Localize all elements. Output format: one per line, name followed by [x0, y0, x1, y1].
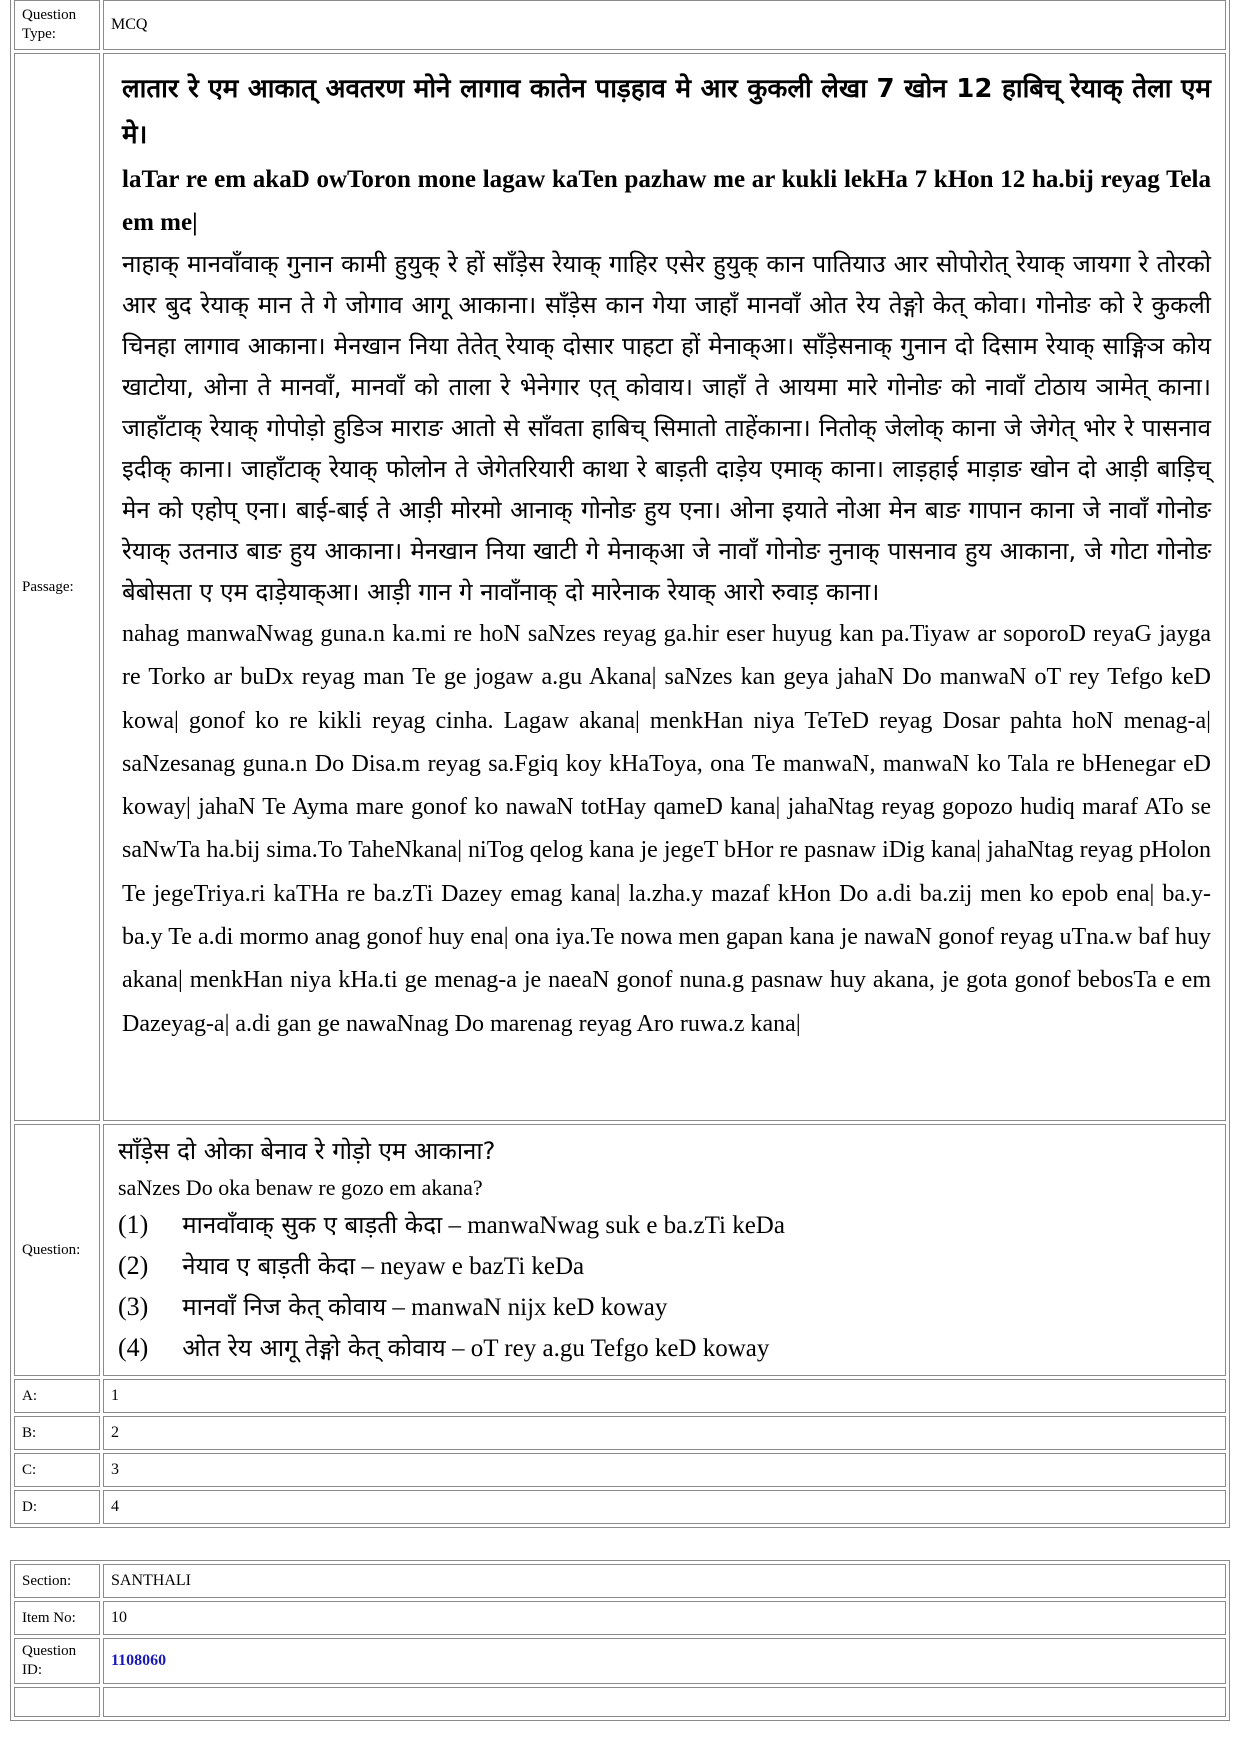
option-dash: –	[448, 1212, 461, 1239]
question-table	[10, 0, 1230, 1528]
passage-label: Passage:	[14, 53, 100, 1121]
question-cell	[103, 1124, 1226, 1376]
passage-cell	[103, 53, 1226, 1121]
option-roman: neyaw e bazTi keDa	[380, 1253, 585, 1280]
passage-title-devanagari: लातार रे एम आकात् अवतरण मोने लागाव कातेन पाड़हाव मे आर कुकली लेखा 7 खोन 12 हाबिच् रेयाक् तेला एम मे।	[122, 74, 1211, 150]
question-text-devanagari: साँड़ेस दो ओका बेनाव रे गोड़ो एम आकाना?	[118, 1137, 496, 1165]
option-number: (1)	[118, 1210, 149, 1239]
option-dash: –	[361, 1253, 375, 1280]
passage-body-devanagari: नाहाक् मानवाँवाक् गुनान कामी हुयुक् रे हों साँड़ेस रेयाक् गाहिर एसेर हुयुक् कान पातियाउ आर सोपोरोत् रेयाक् जायगा रे तोरको आर बुद रेयाक् मान ते गे जोगाव आगू आकाना। साँड़ेस कान गेया जाहाँ मानवाँ ओत रेय तेङ्गो केत् कोवा। गोनोङ को रे कुकली चिनहा लागाव आकाना। मेनखान निया तेतेत् रेयाक् दोसार पाहटा हों मेनाक्आ। साँड़ेसनाक् गुनान दो दिसाम रेयाक् साङ्गिञ कोय खाटोया, ओना ते मानवाँ, मानवाँ को ताला रे भेनेगार एत् कोवाय। जाहाँ ते आयमा मारे गोनोङ को नावाँ टोठाय ञामेत् काना। जाहाँटाक् रेयाक् गोपोड़ो हुडिञ माराङ आतो से साँवता हाबिच् सिमातो ताहेंकाना। नितोक् जेलोक् काना जे जेगेत् भोर रे पासनाव इदीक् काना। जाहाँटाक् रेयाक् फोलोन ते जेगेतरियारी काथा रे बाड़ती दाड़ेय एमाक् काना। लाड़हाई माड़ाङ खोन दो आड़ी बाड़िच् मेन को एहोप् एना। बाई-बाई ते आड़ी मोरमो आनाक् गोनोङ हुय एना। ओना इयाते नोआ मेन बाङ गापान काना जे नावाँ गोनोङ रेयाक् उतनाउ बाङ हुय आकाना। मेनखान निया खाटी गे मेनाक्आ जे नावाँ गोनोङ नुनाक् पासनाव हुय आकाना, जे गोटा गोनोङ बेबोसता ए एम दाड़ेयाक्आ। आड़ी गान गे नावाँनाक् दो मारेनाक रेयाक् आरो रुवाड़ काना।	[122, 250, 1211, 606]
option-devanagari: नेयाव ए बाड़ती केदा	[182, 1252, 356, 1280]
option-dash: –	[392, 1294, 405, 1321]
answer-b-value: 2	[103, 1416, 1226, 1450]
question-type-label: Question Type:	[14, 0, 100, 50]
empty-value-cell	[103, 1687, 1226, 1717]
option-item	[118, 1328, 1211, 1369]
answer-c-label: C:	[14, 1453, 100, 1487]
answer-d-label: D:	[14, 1490, 100, 1524]
item-number-value: 10	[103, 1601, 1226, 1635]
passage-title-roman: laTar re em akaD owToron mone lagaw kaTen pazhaw me ar kukli lekHa 7 kHon 12 ha.bij reyag Tela em me|	[122, 166, 1211, 236]
question-type-value: MCQ	[103, 0, 1226, 50]
option-item	[118, 1246, 1211, 1287]
option-devanagari: मानवाँ निज केत् कोवाय	[182, 1293, 387, 1321]
option-number: (2)	[118, 1251, 149, 1280]
option-devanagari: ओत रेय आगू तेङ्गो केत् कोवाय	[182, 1334, 446, 1362]
question-label: Question:	[14, 1124, 100, 1376]
item-number-label: Item No:	[14, 1601, 100, 1635]
option-number: (4)	[118, 1333, 149, 1362]
option-roman: manwaN nijx keD koway	[411, 1294, 668, 1321]
question-id-value: 1108060	[103, 1638, 1226, 1684]
option-roman: manwaNwag suk e ba.zTi keDa	[467, 1212, 785, 1239]
option-item	[118, 1287, 1211, 1328]
next-item-table	[10, 1560, 1230, 1721]
option-roman: oT rey a.gu Tefgo keD koway	[470, 1335, 770, 1362]
passage-body-roman: nahag manwaNwag guna.n ka.mi re hoN saNzes reyag ga.hir eser huyug kan pa.Tiyaw ar soporoD reyaG jayga re Torko ar buDx reyag man Te ge jogaw a.gu Akana| saNzes kan geya jahaN Do manwaN oT rey Tefgo keD kowa| gonof ko re kikli reyag cinha. Lagaw akana| menkHan niya TeTeD reyag Dosar pahta hoN menag-a| saNzesanag guna.n Do Disa.m reyag sa.Fgiq koy kHaToya, ona Te manwaN, manwaN ko Tala re bHenegar eD koway| jahaN Te Ayma mare gonof ko nawaN totHay qameD kana| jahaNtag reyag gopozo hudiq maraf ATo se saNwTa ha.bij sima.To TaheNkana| niTog qelog kana je jegeT bHor re pasnaw iDig kana| jahaNtag reyag pHolon Te jegeTriya.ri kaTHa re ba.zTi Dazey emag kana| la.zha.y mazaf kHon Do a.di ba.zij men ko epob ena| ba.y-ba.y Te a.di mormo anag gonof huy ena| ona iya.Te nowa men gapan kana je nawaN gonof reyag uTna.w baf huy akana| menkHan niya kHa.ti ge menag-a je naeaN gonof nuna.g pasnaw huy akana, je gota gonof bebosTa e em Dazeyag-a| a.di gan ge nawaNnag Do marenag reyag Aro ruwa.z kana|	[122, 621, 1211, 1037]
section-label: Section:	[14, 1564, 100, 1598]
answer-a-value: 1	[103, 1379, 1226, 1413]
answer-c-value: 3	[103, 1453, 1226, 1487]
option-dash: –	[451, 1335, 465, 1362]
option-item	[118, 1205, 1211, 1246]
question-id-label: Question ID:	[14, 1638, 100, 1684]
empty-label-cell	[14, 1687, 100, 1717]
question-text-roman: saNzes Do oka benaw re gozo em akana?	[118, 1175, 483, 1200]
option-number: (3)	[118, 1292, 149, 1321]
option-devanagari: मानवाँवाक् सुक ए बाड़ती केदा	[182, 1211, 443, 1239]
answer-a-label: A:	[14, 1379, 100, 1413]
answer-d-value: 4	[103, 1490, 1226, 1524]
answer-b-label: B:	[14, 1416, 100, 1450]
section-value: SANTHALI	[103, 1564, 1226, 1598]
